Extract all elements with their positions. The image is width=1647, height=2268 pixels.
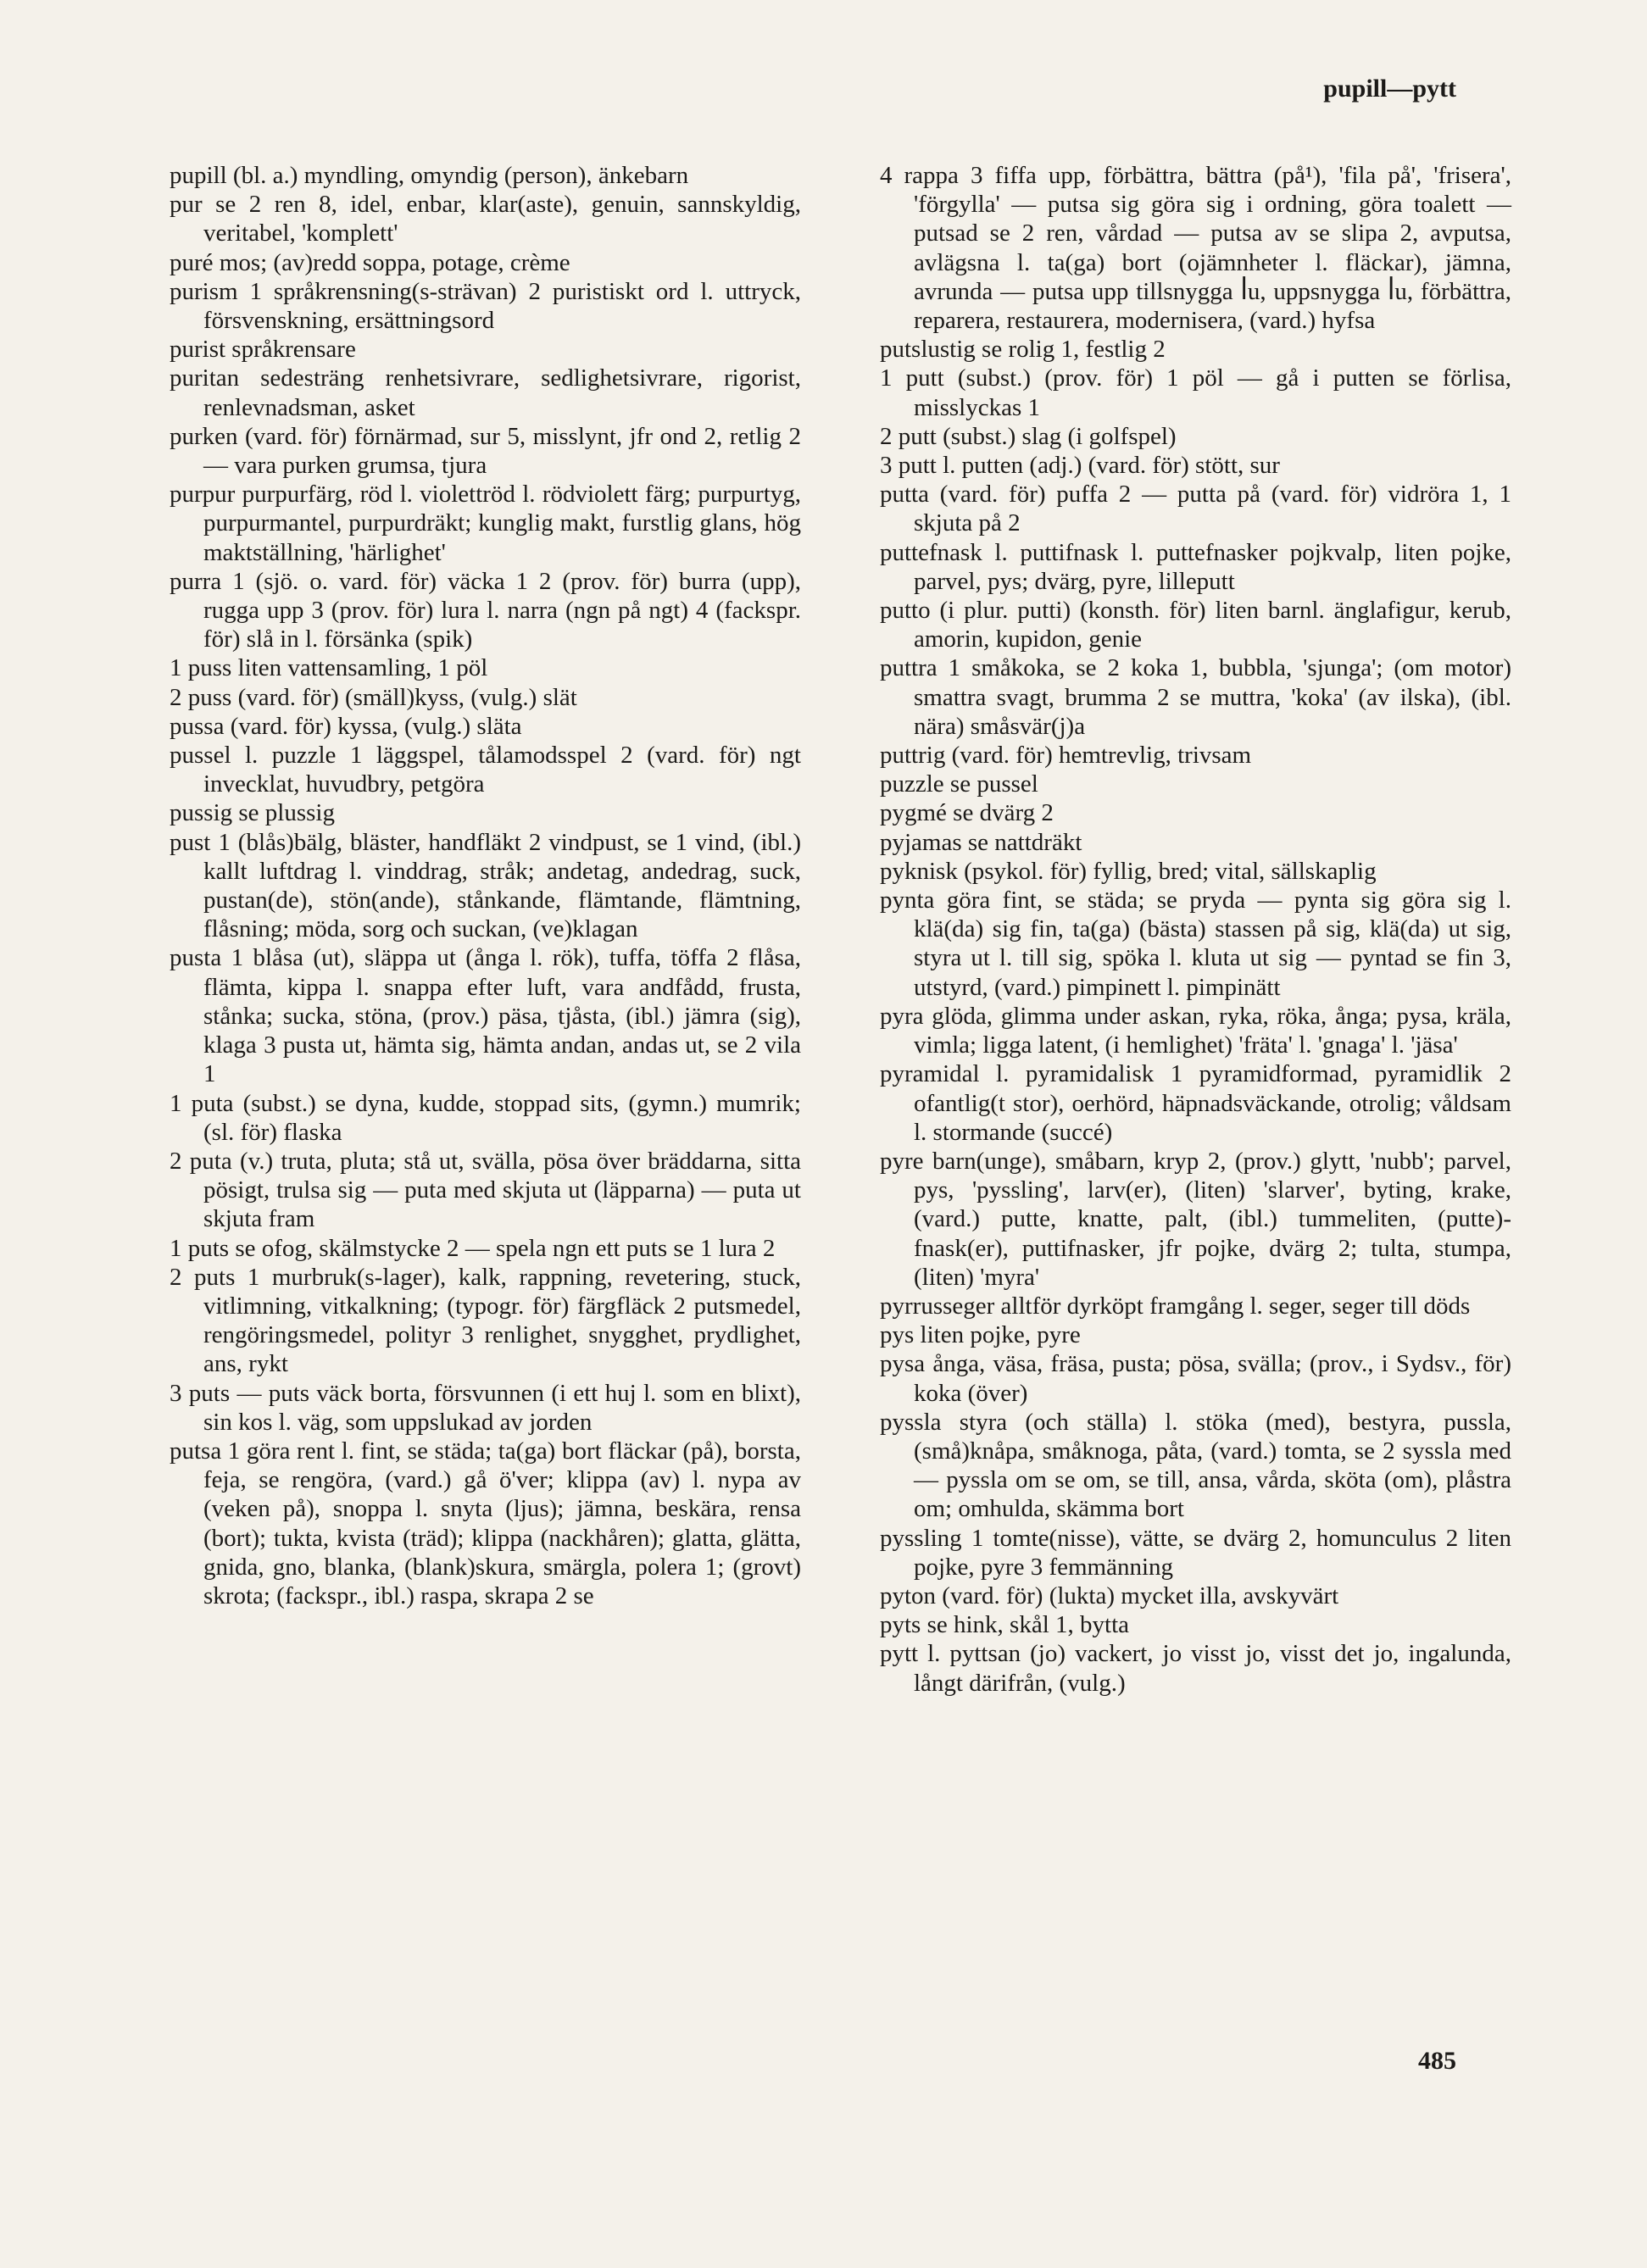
- dictionary-entry: pysa ånga, väsa, fräsa, pusta; pösa, svälla; (prov., i Sydsv., för) koka (över): [880, 1350, 1511, 1407]
- dictionary-entry: pyssla styra (och ställa) l. stöka (med), bestyra, pussla, (små)knåpa, småknoga, påta, (vard.) tomta, se 2 syssla med — pyssla om se om, se till, ansa, vårda, sköta (om), plåstra om; omhulda, skämma bort: [880, 1408, 1511, 1523]
- dictionary-entry: pyra glöda, glimma under askan, ryka, röka, ånga; pysa, kräla, vimla; ligga latent, (i hemlighet) 'fräta' l. 'gnaga' l. 'jäsa': [880, 1002, 1511, 1059]
- dictionary-entry: purken (vard. för) förnärmad, sur 5, misslynt, jfr ond 2, retlig 2 — vara purken grumsa, tjura: [170, 422, 801, 480]
- dictionary-entry: 1 puss liten vattensamling, 1 pöl: [170, 654, 488, 682]
- dictionary-entry: 1 puta (subst.) se dyna, kudde, stoppad sits, (gymn.) mumrik; (sl. för) flaska: [170, 1089, 801, 1146]
- dictionary-entry: purra 1 (sjö. o. vard. för) väcka 1 2 (prov. för) burra (upp), rugga upp 3 (prov. för) lura l. narra (ngn på ngt) 4 (fackspr. för) slå in l. försänka (spik): [170, 567, 801, 653]
- dictionary-entry: 3 puts — puts väck borta, försvunnen (i ett huj l. som en blixt), sin kos l. väg, som uppslukad av jorden: [170, 1379, 801, 1436]
- dictionary-entry: puttra 1 småkoka, se 2 koka 1, bubbla, 'sjunga'; (om motor) smattra svagt, brumma 2 se muttra, 'koka' (av ilska), (ibl. nära) småsvär(j)a: [880, 654, 1511, 740]
- dictionary-entry: pyton (vard. för) (lukta) mycket illa, avskyvärt: [880, 1581, 1339, 1609]
- dictionary-entry: pyknisk (psykol. för) fyllig, bred; vital, sällskaplig: [880, 857, 1377, 885]
- dictionary-entry: pyre barn(unge), småbarn, kryp 2, (prov.) glytt, 'nubb'; parvel, pys, 'pyssling', larv(er), (liten) 'slarver', byting, krake, (vard.) putte, knatte, palt, (ibl.) tummeliten, (putte)-fnask(er), puttifnasker, jfr pojke, dvärg 2; tulta, stumpa, (liten) 'myra': [880, 1147, 1511, 1291]
- dictionary-entry: pyssling 1 tomte(nisse), vätte, se dvärg 2, homunculus 2 liten pojke, pyre 3 femmänning: [880, 1524, 1511, 1581]
- dictionary-entry: pussel l. puzzle 1 läggspel, tålamodsspel 2 (vard. för) ngt invecklat, huvudbry, petgöra: [170, 742, 801, 798]
- dictionary-entry: pussig se plussig: [170, 799, 335, 827]
- dictionary-entry: 2 puta (v.) truta, pluta; stå ut, svälla, pösa över bräddarna, sitta pösigt, trulsa sig — puta med skjuta ut (läpparna) — puta ut skjuta fram: [170, 1147, 801, 1233]
- dictionary-entry: 4 rappa 3 fiffa upp, förbättra, bättra (på¹), 'fila på', 'frisera', 'förgylla' — putsa sig göra sig i ordning, göra toalett — putsad se 2 ren, vårdad — putsa av se slipa 2, avputsa, avlägsna l. ta(ga) bort (ojämnheter l. fläckar), jämna, avrunda — putsa upp tillsnygga ꟾu, uppsnygga ꟾu, förbättra, reparera, restaurera, modernisera, (vard.) hyfsa: [880, 162, 1511, 335]
- left-column: [170, 161, 801, 1610]
- dictionary-entry: 1 puts se ofog, skälmstycke 2 — spela ngn ett puts se 1 lura 2: [170, 1234, 776, 1262]
- dictionary-entry: 2 putt (subst.) slag (i golfspel): [880, 422, 1177, 450]
- dictionary-entry: pupill (bl. a.) myndling, omyndig (person), änkebarn: [170, 162, 689, 189]
- dictionary-entry: puzzle se pussel: [880, 770, 1038, 798]
- dictionary-entry: pussa (vard. för) kyssa, (vulg.) släta: [170, 712, 522, 740]
- dictionary-entry: 3 putt l. putten (adj.) (vard. för) stött, sur: [880, 452, 1280, 480]
- right-column: [880, 161, 1511, 1698]
- dictionary-entry: 1 putt (subst.) (prov. för) 1 pöl — gå i putten se förlisa, misslyckas 1: [880, 364, 1511, 421]
- dictionary-entry: purist språkrensare: [170, 336, 356, 364]
- dictionary-entry: pyrrusseger alltför dyrköpt framgång l. seger, seger till döds: [880, 1292, 1471, 1320]
- dictionary-entry: purpur purpurfärg, röd l. violettröd l. rödviolett färg; purpurtyg, purpurmantel, purpurdräkt; kunglig makt, furstlig glans, hög maktställning, 'härlighet': [170, 481, 801, 566]
- dictionary-entry: pynta göra fint, se städa; se pryda — pynta sig göra sig l. klä(da) sig fin, ta(ga) (bästa) stassen på sig, klä(da) ut sig, styra ut l. till sig, spöka l. kluta ut sig — pyntad se fin 3, utstyrd, (vard.) pimpinett l. pimpinätt: [880, 887, 1511, 1001]
- dictionary-entry: puttefnask l. puttifnask l. puttefnasker pojkvalp, liten pojke, parvel, pys; dvärg, pyre, lilleputt: [880, 538, 1511, 595]
- dictionary-entry: puttrig (vard. för) hemtrevlig, trivsam: [880, 742, 1252, 770]
- page-number: 485: [1418, 2047, 1456, 2075]
- dictionary-entry: pusta 1 blåsa (ut), släppa ut (ånga l. rök), tuffa, töffa 2 flåsa, flämta, kippa l. snappa efter luft, vara andfådd, frusta, stånka; sucka, stöna, (prov.) päsa, tjåsta, (ibl.) jämra (sig), klaga 3 pusta ut, hämta sig, hämta andan, andas ut, se 2 vila 1: [170, 944, 801, 1088]
- dictionary-entry: puritan sedesträng renhetsivrare, sedlighetsivrare, rigorist, renlevnadsman, asket: [170, 364, 801, 421]
- dictionary-entry: pur se 2 ren 8, idel, enbar, klar(aste), genuin, sannskyldig, veritabel, 'komplett': [170, 191, 801, 247]
- dictionary-entry: pys liten pojke, pyre: [880, 1321, 1081, 1349]
- running-header: pupill—pytt: [1323, 75, 1456, 103]
- dictionary-entry: putto (i plur. putti) (konsth. för) liten barnl. änglafigur, kerub, amorin, kupidon, genie: [880, 597, 1511, 653]
- dictionary-entry: purism 1 språkrensning(s-strävan) 2 puristiskt ord l. uttryck, försvenskning, ersättningsord: [170, 277, 801, 335]
- dictionary-entry: putsa 1 göra rent l. fint, se städa; ta(ga) bort fläckar (på), borsta, feja, se rengöra, (vard.) gå ö'ver; klippa (av) l. nypa av (veken på), snoppa l. snyta (ljus); jämna, beskära, rensa (bort); tukta, kvista (träd); klippa (nackhåren); glatta, glätta, gnida, gno, blanka, (blank)skura, smärgla, polera 1; (grovt) skrota; (fackspr., ibl.) raspa, skrapa 2 se: [170, 1437, 801, 1609]
- dictionary-entry: pyjamas se nattdräkt: [880, 828, 1082, 856]
- dictionary-entry: pust 1 (blås)bälg, bläster, handfläkt 2 vindpust, se 1 vind, (ibl.) kallt luftdrag l. vinddrag, stråk; andetag, andedrag, suck, pustan(de), stön(ande), stånkande, flämtande, flämtning, flåsning; möda, sorg och suckan, (ve)klagan: [170, 828, 801, 943]
- dictionary-entry: 2 puts 1 murbruk(s-lager), kalk, rappning, revetering, stuck, vitlimning, vitkalkning; (typogr. för) färgfläck 2 putsmedel, rengöringsmedel, polityr 3 renlighet, snygghet, prydlighet, ans, rykt: [170, 1263, 801, 1378]
- dictionary-entry: pygmé se dvärg 2: [880, 799, 1054, 827]
- dictionary-entry: putslustig se rolig 1, festlig 2: [880, 336, 1166, 364]
- dictionary-entry: putta (vard. för) puffa 2 — putta på (vard. för) vidröra 1, 1 skjuta på 2: [880, 481, 1511, 537]
- dictionary-entry: pytt l. pyttsan (jo) vackert, jo visst jo, visst det jo, ingalunda, långt därifrån, (vulg.): [880, 1640, 1511, 1697]
- dictionary-entry: puré mos; (av)redd soppa, potage, crème: [170, 248, 570, 276]
- dictionary-entry: pyts se hink, skål 1, bytta: [880, 1611, 1130, 1639]
- dictionary-entry: pyramidal l. pyramidalisk 1 pyramidformad, pyramidlik 2 ofantlig(t stor), oerhörd, häpnadsväckande, otrolig; våldsam l. stormande (succé): [880, 1060, 1511, 1146]
- dictionary-entry: 2 puss (vard. för) (smäll)kyss, (vulg.) slät: [170, 683, 577, 711]
